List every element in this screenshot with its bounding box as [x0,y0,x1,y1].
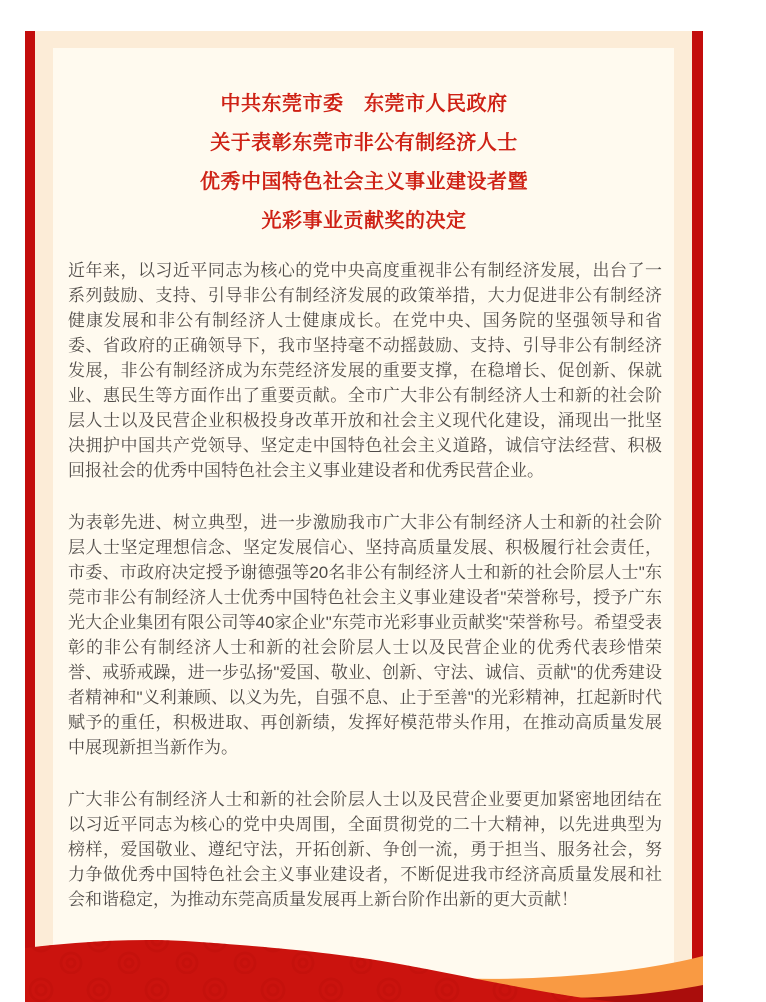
title-line-4: 光彩事业贡献奖的决定 [261,210,467,232]
wave-swirl-texture [25,940,615,1002]
paragraph-3: 广大非公有制经济人士和新的社会阶层人士以及民营企业要更加紧密地团结在以习近平同志为核心的党中央周围，全面贯彻党的二十大精神，以先进典型为榜样，爱国敬业、遵纪守法，开拓创新、争创一流，勇于担当、服务社会，努力争做优秀中国特色社会主义事业建设者，不断促进我市经济高质量发展和社会和谐稳定，为推动东莞高质量发展再上新台阶作出新的更大贡献！ [68,790,662,909]
document-card [25,31,703,1002]
paragraph-2: 为表彰先进、树立典型，进一步激励我市广大非公有制经济人士和新的社会阶层人士坚定理想信念、坚定发展信心、坚持高质量发展、积极履行社会责任，市委、市政府决定授予谢德强等20名非公有制经济人士和新的社会阶层人士"东莞市非公有制经济人士优秀中国特色社会主义事业建设者"荣誉称号，授予广东光大企业集团有限公司等40家企业"东莞市光彩事业贡献奖"荣誉称号。希望受表彰的非公有制经济人士和新的社会阶层人士以及民营企业的优秀代表珍惜荣誉、戒骄戒躁，进一步弘扬"爱国、敬业、创新、守法、诚信、贡献"的优秀建设者精神和"义利兼顾、以义为先，自强不息、止于至善"的光彩精神，扛起新时代赋予的重任，积极进取、再创新绩，发挥好模范带头作用，在推动高质量发展中展现新担当新作为。 [68,513,662,757]
title-line-2: 关于表彰东莞市非公有制经济人士 [210,132,518,154]
document-body [68,258,662,939]
document-title [25,85,703,241]
paragraph-1: 近年来，以习近平同志为核心的党中央高度重视非公有制经济发展，出台了一系列鼓励、支持、引导非公有制经济发展的政策举措，大力促进非公有制经济健康发展和非公有制经济人士健康成长。在党中央、国务院的坚强领导和省委、省政府的正确领导下，我市坚持毫不动摇鼓励、支持、引导非公有制经济发展，非公有制经济成为东莞经济发展的重要支撑，在稳增长、促创新、保就业、惠民生等方面作出了重要贡献。全市广大非公有制经济人士和新的社会阶层人士以及民营企业积极投身改革开放和社会主义现代化建设，涌现出一批坚决拥护中国共产党领导、坚定走中国特色社会主义道路，诚信守法经营、积极回报社会的优秀中国特色社会主义事业建设者和优秀民营企业。 [68,261,662,480]
title-line-3: 优秀中国特色社会主义事业建设者暨 [200,171,528,193]
bottom-wave-decoration [25,924,703,1002]
title-line-1: 中共东莞市委 东莞市人民政府 [220,93,508,115]
